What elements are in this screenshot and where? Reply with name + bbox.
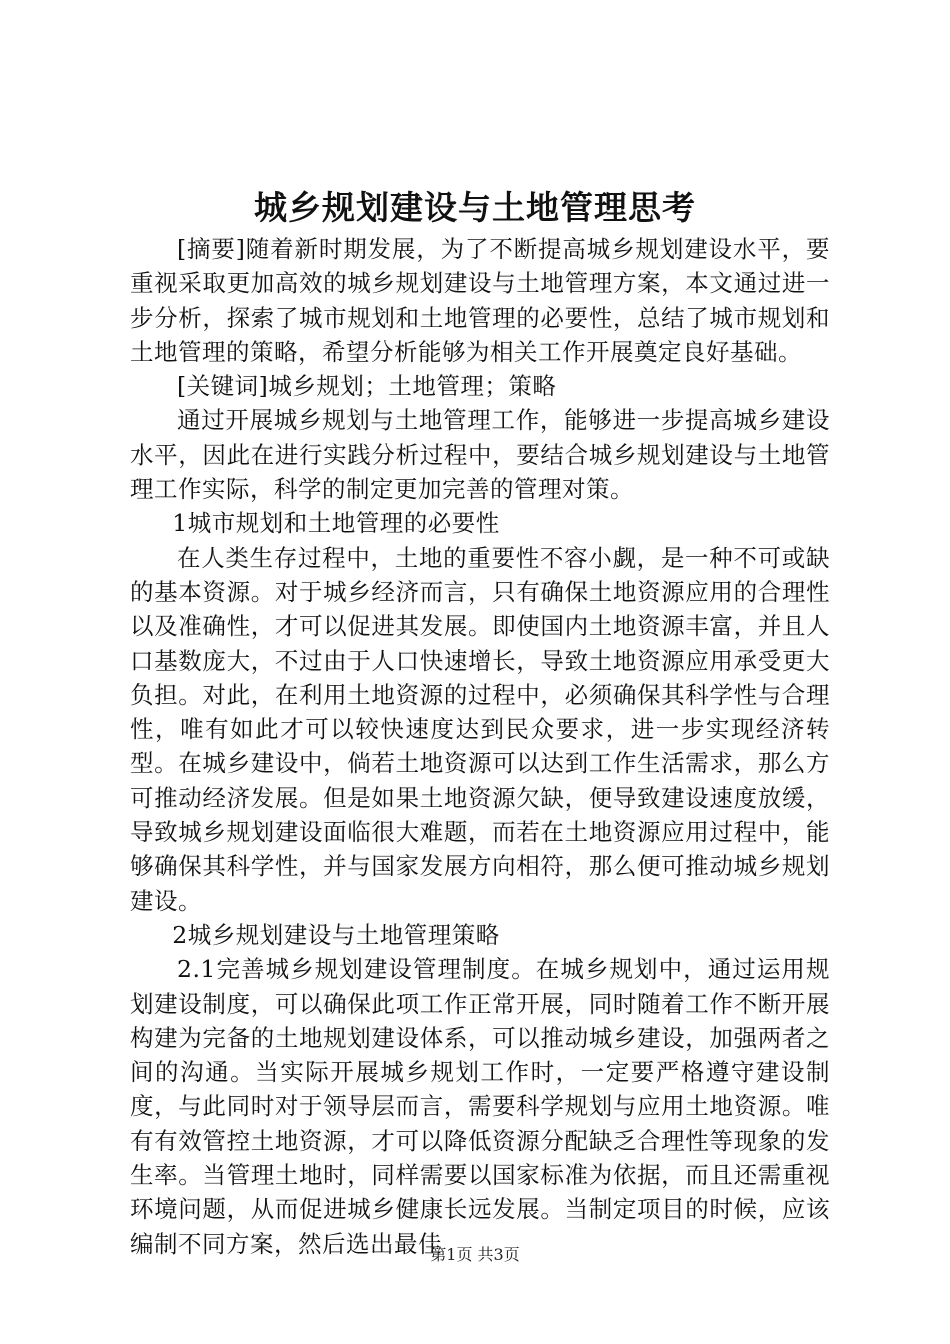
keywords-paragraph: [关键词]城乡规划；土地管理；策略 xyxy=(177,372,557,401)
document-body xyxy=(130,232,830,1261)
section-2-heading: 2城乡规划建设与土地管理策略 xyxy=(172,920,500,949)
section-2-paragraph: 2.1完善城乡规划建设管理制度。在城乡规划中，通过运用规划建设制度，可以确保此项工作正常开展，同时随着工作不断开展构建为完备的土地规划建设体系，可以推动城乡建设，加强两者之间的沟通。当实际开展城乡规划工作时，一定要严格遵守建设制度，与此同时对于领导层而言，需要科学规划与应用土地资源。唯有有效管控土地资源，才可以降低资源分配缺乏合理性等现象的发生率。当管理土地时，同样需要以国家标准为依据，而且还需重视环境问题，从而促进城乡健康长远发展。当制定项目的时候，应该编制不同方案，然后选出最佳 xyxy=(130,955,830,1258)
abstract-paragraph: [摘要]随着新时期发展，为了不断提高城乡规划建设水平，要重视采取更加高效的城乡规划建设与土地管理方案，本文通过进一步分析，探索了城市规划和土地管理的必要性，总结了城市规划和土地管理的策略，希望分析能够为相关工作开展奠定良好基础。 xyxy=(130,235,830,366)
intro-paragraph: 通过开展城乡规划与土地管理工作，能够进一步提高城乡建设水平，因此在进行实践分析过程中，要结合城乡规划建设与土地管理工作实际，科学的制定更加完善的管理对策。 xyxy=(130,406,830,504)
section-1-heading: 1城市规划和土地管理的必要性 xyxy=(172,509,500,538)
page-footer: 第1页 共3页 xyxy=(430,1245,520,1264)
section-1-paragraph: 在人类生存过程中，土地的重要性不容小觑，是一种不可或缺的基本资源。对于城乡经济而言，只有确保土地资源应用的合理性以及准确性，才可以促进其发展。即使国内土地资源丰富，并且人口基数庞大，不过由于人口快速增长，导致土地资源应用承受更大负担。对此，在利用土地资源的过程中，必须确保其科学性与合理性，唯有如此才可以较快速度达到民众要求，进一步实现经济转型。在城乡建设中，倘若土地资源可以达到工作生活需求，那么方可推动经济发展。但是如果土地资源欠缺，便导致建设速度放缓，导致城乡规划建设面临很大难题，而若在土地资源应用过程中，能够确保其科学性，并与国家发展方向相符，那么便可推动城乡规划建设。 xyxy=(130,543,830,915)
document-title: 城乡规划建设与土地管理思考 xyxy=(254,188,696,227)
